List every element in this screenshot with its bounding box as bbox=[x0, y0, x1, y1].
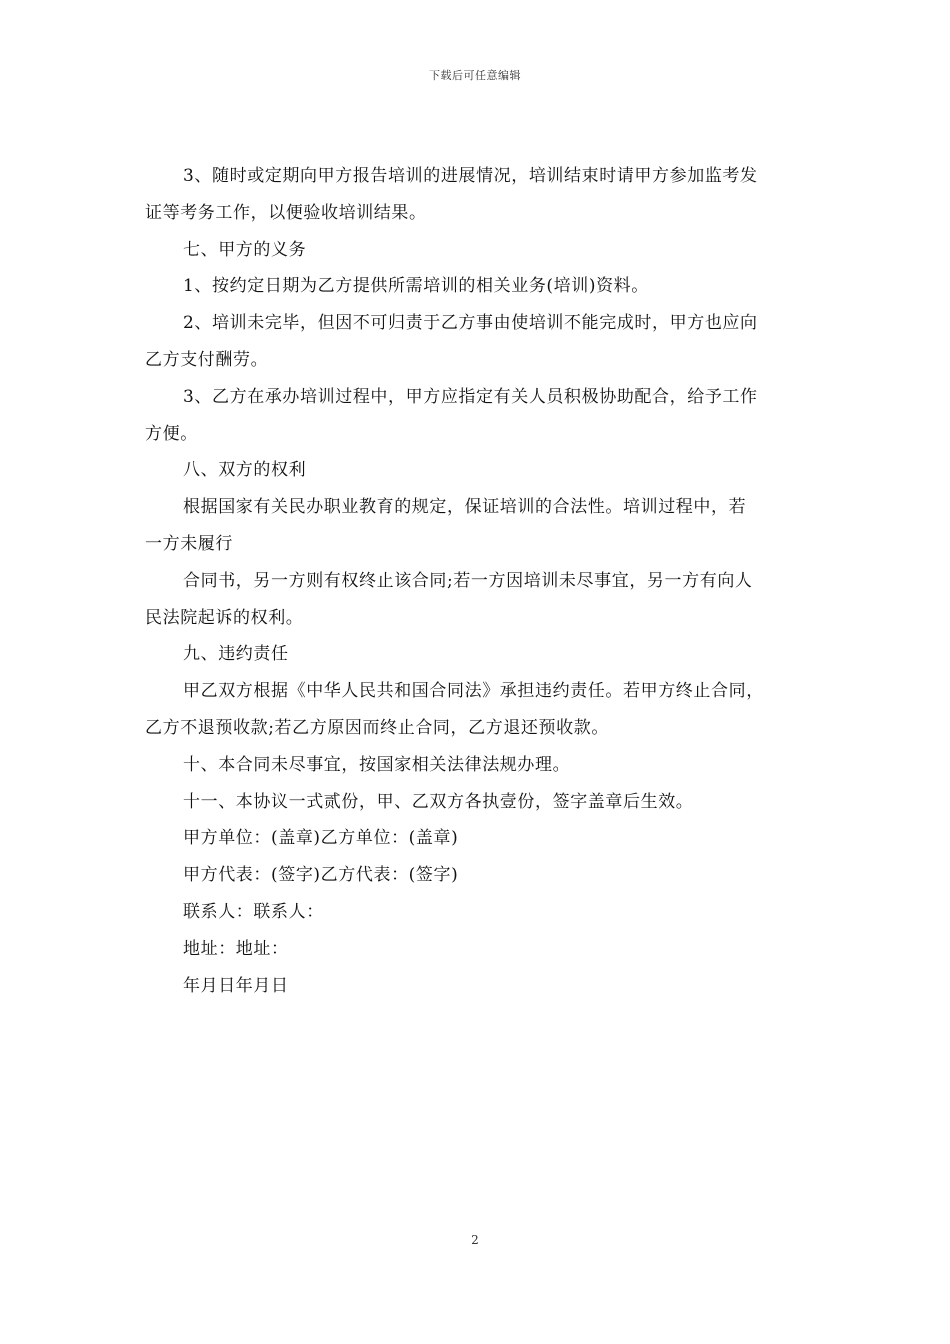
paragraph-line: 1、按约定日期为乙方提供所需培训的相关业务(培训)资料。 bbox=[183, 276, 649, 297]
paragraph-line: 十一、本协议一式贰份，甲、乙双方各执壹份，签字盖章后生效。 bbox=[183, 791, 694, 812]
signature-contacts bbox=[145, 894, 807, 931]
signature-units bbox=[145, 820, 807, 857]
paragraph-breach-liability bbox=[145, 673, 807, 747]
signature-addresses bbox=[145, 931, 807, 968]
paragraph-line: 甲方单位：(盖章)乙方单位：(盖章) bbox=[183, 828, 459, 849]
paragraph-line: 乙方支付酬劳。 bbox=[145, 349, 269, 370]
paragraph-line: 年月日年月日 bbox=[183, 975, 289, 996]
section-heading-breach bbox=[145, 636, 807, 673]
header-note: 下载后可任意编辑 bbox=[429, 69, 521, 82]
paragraph-termination-rights bbox=[145, 563, 807, 637]
paragraph-line: 一方未履行 bbox=[145, 533, 233, 554]
paragraph-pay-remuneration bbox=[145, 305, 807, 379]
paragraph-line: 民法院起诉的权利。 bbox=[145, 607, 304, 628]
paragraph-line: 地址：地址： bbox=[183, 938, 289, 959]
paragraph-line: 甲方代表：(签字)乙方代表：(签字) bbox=[183, 865, 459, 886]
paragraph-line: 2、培训未完毕，但因不可归责于乙方事由使培训不能完成时，甲方也应向 bbox=[183, 313, 758, 334]
paragraph-line: 八、双方的权利 bbox=[183, 460, 307, 481]
paragraph-line: 3、乙方在承办培训过程中，甲方应指定有关人员积极协助配合，给予工作 bbox=[183, 386, 758, 407]
signature-dates bbox=[145, 968, 807, 1005]
section-heading-rights bbox=[145, 452, 807, 489]
paragraph-line: 七、甲方的义务 bbox=[183, 239, 307, 260]
paragraph-report-progress bbox=[145, 158, 807, 232]
paragraph-line: 证等考务工作，以便验收培训结果。 bbox=[145, 202, 427, 223]
paragraph-line: 合同书，另一方则有权终止该合同;若一方因培训未尽事宜，另一方有向人 bbox=[183, 570, 753, 591]
paragraph-line: 十、本合同未尽事宜，按国家相关法律法规办理。 bbox=[183, 754, 571, 775]
document-body bbox=[145, 158, 807, 1004]
paragraph-line: 3、随时或定期向甲方报告培训的进展情况，培训结束时请甲方参加监考发 bbox=[183, 166, 758, 186]
signature-representatives bbox=[145, 857, 807, 894]
paragraph-provide-materials bbox=[145, 268, 807, 305]
section-other-matters bbox=[145, 747, 807, 784]
paragraph-line: 甲乙双方根据《中华人民共和国合同法》承担违约责任。若甲方终止合同， bbox=[183, 681, 764, 702]
paragraph-line: 方便。 bbox=[145, 423, 198, 444]
paragraph-line: 九、违约责任 bbox=[183, 644, 289, 665]
section-copies-effective bbox=[145, 784, 807, 821]
paragraph-assist-cooperation bbox=[145, 379, 807, 453]
paragraph-line: 乙方不退预收款;若乙方原因而终止合同，乙方退还预收款。 bbox=[145, 717, 609, 738]
paragraph-legality bbox=[145, 489, 807, 563]
page-number: 2 bbox=[471, 1233, 479, 1247]
paragraph-line: 根据国家有关民办职业教育的规定，保证培训的合法性。培训过程中，若 bbox=[183, 497, 747, 518]
section-heading-party-a-obligations bbox=[145, 232, 807, 269]
paragraph-line: 联系人：联系人： bbox=[183, 901, 324, 922]
